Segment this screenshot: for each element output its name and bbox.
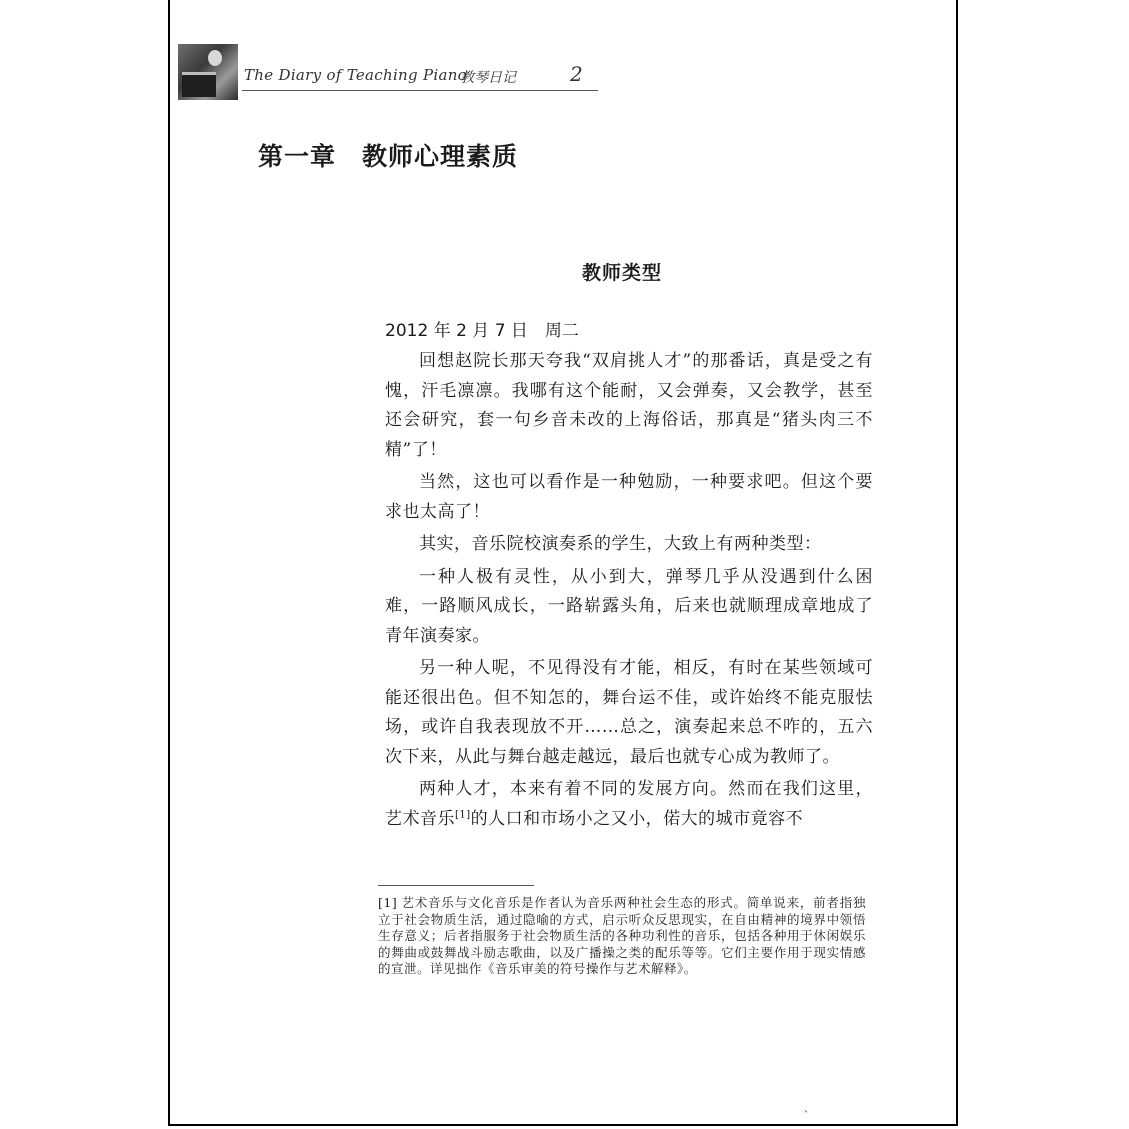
body-text [385, 347, 873, 837]
paragraph-text-after-ref: 的人口和市场小之又小，偌大的城市竟容不 [470, 808, 804, 829]
paragraph-text-before-ref: 两种人才，本来有着不同的发展方向。然而在我们这里，艺术音乐 [385, 779, 873, 829]
paragraph-with-footnote [385, 775, 873, 834]
footnote-text: 艺术音乐与文化音乐是作者认为音乐两种社会生态的形式。简单说来，前者指独立于社会物质生活，通过隐喻的方式，启示听众反思现实，在自由精神的境界中领悟生存意义；后者指服务于社会物质生活的各种功利性的音乐，包括各种用于休闲娱乐的舞曲或鼓舞战斗励志歌曲，以及广播操之类的配乐等等。它们主要作用于现实情感的宣泄。详见拙作《音乐审美的符号操作与艺术解释》。 [378, 895, 866, 976]
header-title-en: The Diary of Teaching Piano [244, 66, 468, 84]
stray-mark: 、 [804, 1104, 814, 1115]
entry-date: 2012 年 2 月 7 日 周二 [385, 321, 579, 341]
section-title: 教师类型 [582, 262, 663, 284]
paragraph: 一种人极有灵性，从小到大，弹琴几乎从没遇到什么困难，一路顺风成长，一路崭露头角，后来也就顺理成章地成了青年演奏家。 [385, 566, 873, 646]
header-rule [242, 90, 598, 91]
footnote-mark: [1] [378, 895, 398, 910]
chapter-title: 第一章 教师心理素质 [258, 142, 519, 171]
paragraph: 其实，音乐院校演奏系的学生，大致上有两种类型： [419, 534, 822, 554]
piano-shape [182, 72, 216, 97]
paragraph: 另一种人呢，不见得没有才能，相反，有时在某些领域可能还很出色。但不知怎的，舞台运不佳，或许始终不能克服怯场，或许自我表现放不开……总之，演奏起来总不咋的，五六次下来，从此与舞台越走越远，最后也就专心成为教师了。 [385, 658, 873, 767]
header-title-cn: 教琴日记 [460, 70, 516, 86]
running-header [178, 40, 603, 102]
paragraph: 回想赵院长那天夸我“双肩挑人才”的那番话，真是受之有愧，汗毛凛凛。我哪有这个能耐，又会弹奏，又会教学，甚至还会研究，套一句乡音未改的上海俗话，那真是“猪头肉三不精”了！ [385, 351, 873, 460]
footnote-reference[interactable]: [1] [455, 808, 471, 820]
footnote-rule [378, 885, 534, 886]
footnote [378, 895, 866, 978]
pianist-photo-icon [178, 44, 238, 100]
paragraph: 当然，这也可以看作是一种勉励，一种要求吧。但这个要求也太高了！ [385, 472, 873, 522]
page-number: 2 [570, 62, 583, 86]
pianist-face [208, 50, 222, 66]
